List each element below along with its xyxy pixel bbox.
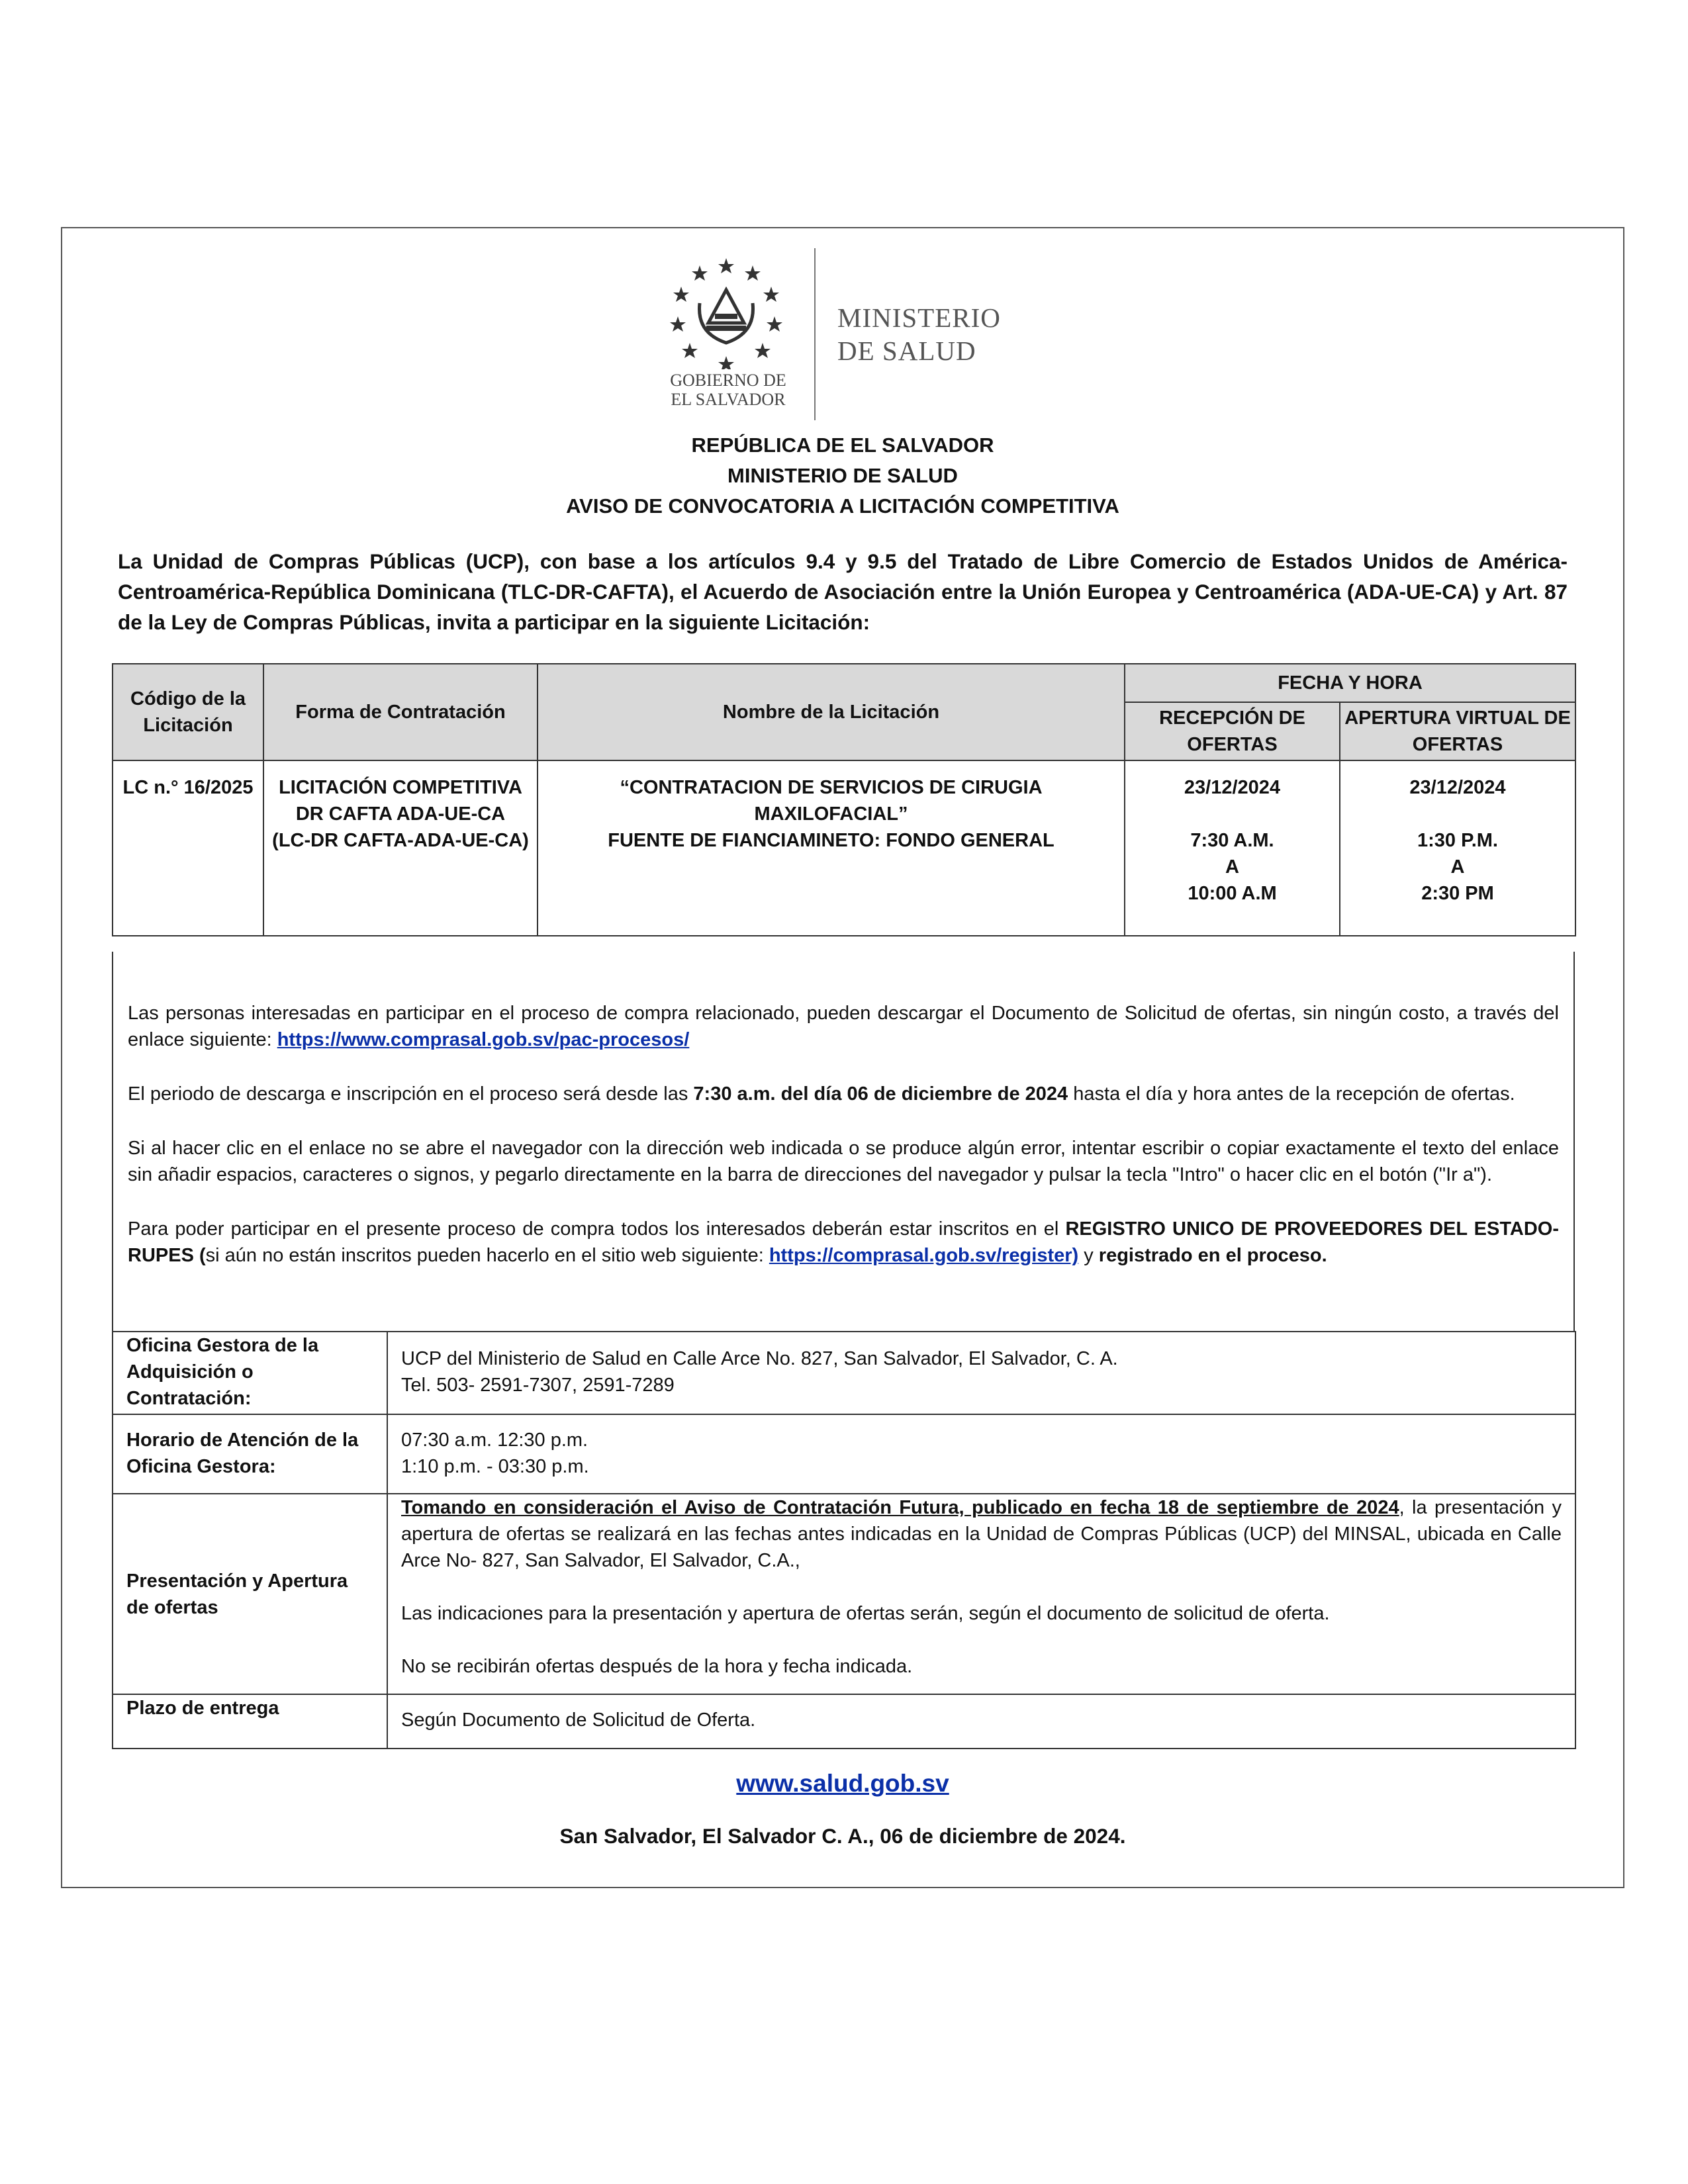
info-period-date: 7:30 a.m. del día 06 de diciembre de 2024: [693, 1083, 1068, 1105]
info-registration-paragraph: [128, 1216, 1559, 1269]
tender-table: [112, 663, 1576, 936]
header-code: Código de la Licitación: [113, 664, 263, 760]
table-row: [113, 1494, 1575, 1694]
reception-to: 10:00 A.M: [1188, 883, 1277, 904]
heading-ministry: MINISTERIO DE SALUD: [727, 464, 958, 487]
presentation-value: [387, 1494, 1575, 1694]
presentation-paragraph-1: [401, 1494, 1562, 1574]
header-form: Forma de Contratación: [263, 664, 538, 760]
info-download-text: Las personas interesadas en participar en el proceso de compra relacionado, pueden descargar el Documento de Solicitud de ofertas, sin ningún costo, a través del enlace siguiente:: [128, 1003, 1559, 1050]
comprasal-register-link[interactable]: https://comprasal.gob.sv/register): [769, 1245, 1079, 1266]
el-salvador-coat-of-arms-icon: [670, 257, 782, 369]
info-registration-mid: si aún no están inscritos pueden hacerlo en el sitio web siguiente:: [205, 1245, 769, 1266]
presentation-detail: , la presentación y apertura de ofertas se realizará en las fechas antes indicadas en la Unidad de Compras Públicas (UCP) del MINSAL, ubicada en Calle Arce No- 827, San Salvador, El Salvador, C.A.,: [401, 1497, 1562, 1571]
office-label: Oficina Gestora de la Adquisición o Contratación:: [113, 1332, 387, 1414]
opening-date: 23/12/2024: [1409, 777, 1506, 798]
name-line-2: FUENTE DE FIANCIAMINETO: FONDO GENERAL: [608, 830, 1055, 851]
office-phone: Tel. 503- 2591-7307, 2591-7289: [401, 1375, 675, 1396]
comprasal-procesos-link[interactable]: https://www.comprasal.gob.sv/pac-procesos/: [277, 1029, 690, 1050]
opening-to: 2:30 PM: [1421, 883, 1494, 904]
heading-republic: REPÚBLICA DE EL SALVADOR: [691, 433, 994, 457]
form-line-3: (LC-DR CAFTA-ADA-UE-CA): [272, 830, 529, 851]
office-value: [387, 1332, 1575, 1414]
info-registration-and: y: [1078, 1245, 1099, 1266]
reception-sep: A: [1225, 856, 1239, 878]
name-line-1: “CONTRATACION DE SERVICIOS DE CIRUGIA MAXILOFACIAL”: [620, 777, 1043, 825]
info-period-pre: El periodo de descarga e inscripción en el proceso será desde las: [128, 1083, 694, 1105]
hours-label: Horario de Atención de la Oficina Gestora:: [113, 1414, 387, 1494]
opening-sep: A: [1450, 856, 1465, 878]
presentation-notice-reference: Tomando en consideración el Aviso de Contratación Futura, publicado en fecha 18 de septiembre de 2024: [401, 1497, 1399, 1518]
presentation-paragraph-2: Las indicaciones para la presentación y apertura de ofertas serán, según el documento de solicitud de oferta.: [401, 1603, 1330, 1624]
cell-code: LC n.° 16/2025: [113, 760, 263, 936]
heading-notice-title: AVISO DE CONVOCATORIA A LICITACIÓN COMPETITIVA: [566, 494, 1119, 518]
delivery-value: Según Documento de Solicitud de Oferta.: [387, 1694, 1575, 1749]
reception-from: 7:30 A.M.: [1190, 830, 1274, 851]
cell-form: [263, 760, 538, 936]
table-row: [113, 1414, 1575, 1494]
office-address: UCP del Ministerio de Salud en Calle Arce No. 827, San Salvador, El Salvador, C. A.: [401, 1348, 1118, 1369]
info-download-paragraph: [128, 1000, 1559, 1053]
cell-reception: [1125, 760, 1340, 936]
footer-date: San Salvador, El Salvador C. A., 06 de diciembre de 2024.: [559, 1824, 1126, 1848]
info-registration-pre: Para poder participar en el presente proceso de compra todos los interesados deberán estar inscritos en el: [128, 1218, 1066, 1240]
cell-name: [538, 760, 1125, 936]
government-name-line-2: EL SALVADOR: [671, 390, 786, 409]
presentation-paragraph-3: No se recibirán ofertas después de la hora y fecha indicada.: [401, 1656, 913, 1677]
info-box: [112, 952, 1575, 1332]
form-line-2: DR CAFTA ADA-UE-CA: [295, 803, 506, 825]
government-name-line-1: GOBIERNO DE: [670, 371, 786, 390]
website-link[interactable]: www.salud.gob.sv: [736, 1770, 949, 1797]
form-line-1: LICITACIÓN COMPETITIVA: [279, 777, 522, 798]
header-name: Nombre de la Licitación: [538, 664, 1125, 760]
header-date-time: FECHA Y HORA: [1125, 664, 1575, 702]
table-row: [113, 1694, 1575, 1749]
hours-morning: 07:30 a.m. 12:30 p.m.: [401, 1430, 588, 1451]
delivery-label: Plazo de entrega: [113, 1694, 387, 1749]
header-reception: RECEPCIÓN DE OFERTAS: [1125, 702, 1340, 760]
info-link-help-paragraph: Si al hacer clic en el enlace no se abre el navegador con la dirección web indicada o se produce algún error, intentar escribir o copiar exactamente el texto del enlace sin añadir espacios, caracteres o signos, y pegarlo directamente en la barra de direcciones del navegador y pulsar la tecla "Intro" o hacer clic en el botón ("Ir a").: [128, 1138, 1559, 1185]
table-row: [113, 1332, 1575, 1414]
info-period-post: hasta el día y hora antes de la recepción de ofertas.: [1068, 1083, 1515, 1105]
ministry-name-line-2: DE SALUD: [837, 336, 976, 366]
info-registration-end: registrado en el proceso.: [1098, 1245, 1327, 1266]
details-table: [112, 1331, 1576, 1749]
hours-value: [387, 1414, 1575, 1494]
logo-divider: [814, 248, 816, 420]
info-rupes-name: REGISTRO UNICO DE PROVEEDORES DEL ESTADO-RUPES (: [128, 1218, 1560, 1266]
presentation-label: Presentación y Apertura de ofertas: [113, 1494, 387, 1694]
ministry-name: [837, 301, 1049, 367]
government-name: [655, 371, 801, 409]
info-period-paragraph: [128, 1081, 1559, 1107]
cell-opening: [1340, 760, 1575, 936]
header-opening: APERTURA VIRTUAL DE OFERTAS: [1340, 702, 1575, 760]
table-row: [113, 760, 1575, 936]
ministry-name-line-1: MINISTERIO: [837, 302, 1001, 333]
opening-from: 1:30 P.M.: [1417, 830, 1498, 851]
reception-date: 23/12/2024: [1184, 777, 1281, 798]
intro-paragraph: La Unidad de Compras Públicas (UCP), con base a los artículos 9.4 y 9.5 del Tratado de Libre Comercio de Estados Unidos de América-Centroamérica-República Dominicana (TLC-DR-CAFTA), el Acuerdo de Asociación entre la Unión Europea y Centroamérica (ADA-UE-CA) y Art. 87 de la Ley de Compras Públicas, invita a participar en la siguiente Licitación:: [118, 549, 1568, 634]
hours-afternoon: 1:10 p.m. - 03:30 p.m.: [401, 1456, 589, 1477]
